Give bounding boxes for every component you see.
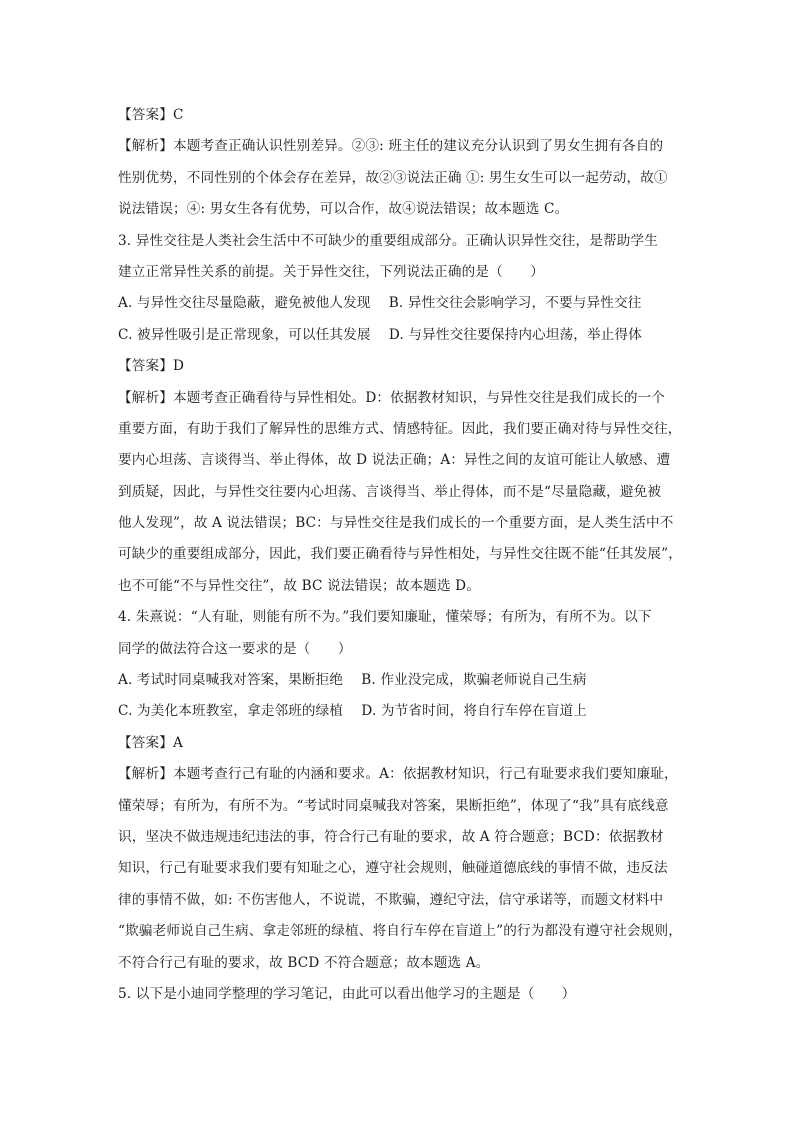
answer-label-q4: 【答案】A: [118, 734, 183, 751]
analysis-q2-line2: 性别优势，不同性别的个体会存在差异，故②③说法正确 ①: 男生女生可以一起劳动，故①: [118, 169, 668, 186]
analysis-q4-line3: 识，坚决不做违规违纪违法的事，符合行己有耻的要求，故 A 符合题意；BCD：依据教材: [118, 828, 664, 845]
analysis-q4-line5: 律的事情不做，如: 不伤害他人，不说谎，不欺骗，遵纪守法，信守承诺等，而题文材料中: [118, 891, 664, 908]
analysis-q4-line4: 知识，行己有耻要求我们要有知耻之心，遵守社会规则，触碰道德底线的事情不做，违反法: [118, 860, 668, 877]
answer-label-q3: 【答案】D: [118, 358, 185, 375]
analysis-q3-line2: 重要方面，有助于我们了解异性的思维方式、情感特征。因此，我们要正确对待与异性交往，: [118, 420, 682, 437]
question-3-line2: 建立正常异性关系的前提。关于异性交往，下列说法正确的是（ ）: [118, 263, 545, 280]
answer-label-q2: 【答案】C: [118, 107, 184, 123]
analysis-q4-line7: 不符合行己有耻的要求，故 BCD 不符合题意；故本题选 A。: [118, 954, 490, 971]
analysis-q3-line7: 也不可能“不与异性交往”，故 BC 说法错误；故本题选 D。: [118, 577, 480, 594]
question-3-options-ab: A. 与异性交往尽量隐蔽，避免被他人发现 B. 异性交往会影响学习，不要与异性交往: [118, 295, 642, 312]
analysis-q4-line1: 【解析】本题考查行己有耻的内涵和要求。A：依据教材知识，行己有耻要求我们要知廉耻，: [118, 766, 678, 783]
analysis-q3-line6: 可缺少的重要组成部分，因此，我们要正确看待与异性相处，与异性交往既不能“任其发展”，: [118, 546, 682, 563]
analysis-q2-line1: 【解析】本题考查正确认识性别差异。②③: 班主任的建议充分认识到了男女生拥有各自的: [118, 138, 664, 155]
question-4-options-cd: C. 为美化本班教室，拿走邻班的绿植 D. 为节省时间，将自行车停在盲道上: [118, 703, 588, 720]
analysis-q3-line4: 到质疑，因此，与异性交往要内心坦荡、言谈得当、举止得体，而不是“尽量隐藏，避免被: [118, 483, 662, 500]
question-4-line1: 4. 朱熹说：“人有耻，则能有所不为。”我们要知廉耻，懂荣辱；有所为，有所不为。以下: [118, 609, 652, 626]
question-3-line1: 3. 异性交往是人类社会生活中不可缺少的重要组成部分。正确认识异性交往，是帮助学生: [118, 232, 659, 249]
analysis-q4-line6: “欺骗老师说自己生病、拿走邻班的绿植、将自行车停在盲道上”的行为都没有遵守社会规则，: [118, 923, 682, 940]
analysis-q3-line5: 他人发现”，故 A 说法错误；BC：与异性交往是我们成长的一个重要方面，是人类生活中不: [118, 515, 674, 532]
analysis-q4-line2: 懂荣辱；有所为，有所不为。“考试时同桌喊我对答案，果断拒绝”，体现了“我”具有底线意: [118, 797, 669, 814]
question-3-options-cd: C. 被异性吸引是正常现象，可以任其发展 D. 与异性交往要保持内心坦荡，举止得体: [118, 326, 643, 343]
question-4-options-ab: A. 考试时同桌喊我对答案，果断拒绝 B. 作业没完成，欺骗老师说自己生病: [118, 672, 587, 689]
document-page: [118, 100, 682, 1010]
question-5-line1: 5. 以下是小迪同学整理的学习笔记，由此可以看出他学习的主题是（ ）: [118, 985, 576, 1002]
analysis-q3-line1: 【解析】本题考查正确看待与异性相处。D：依据教材知识，与异性交往是我们成长的一个: [118, 389, 666, 406]
analysis-q2-line3: 说法错误；④: 男女生各有优势，可以合作，故④说法错误；故本题选 C。: [118, 201, 569, 218]
question-4-line2: 同学的做法符合这一要求的是（ ）: [118, 640, 352, 657]
analysis-q3-line3: 要内心坦荡、言谈得当、举止得体，故 D 说法正确；A：异性之间的友谊可能让人敏感、遭: [118, 452, 671, 469]
